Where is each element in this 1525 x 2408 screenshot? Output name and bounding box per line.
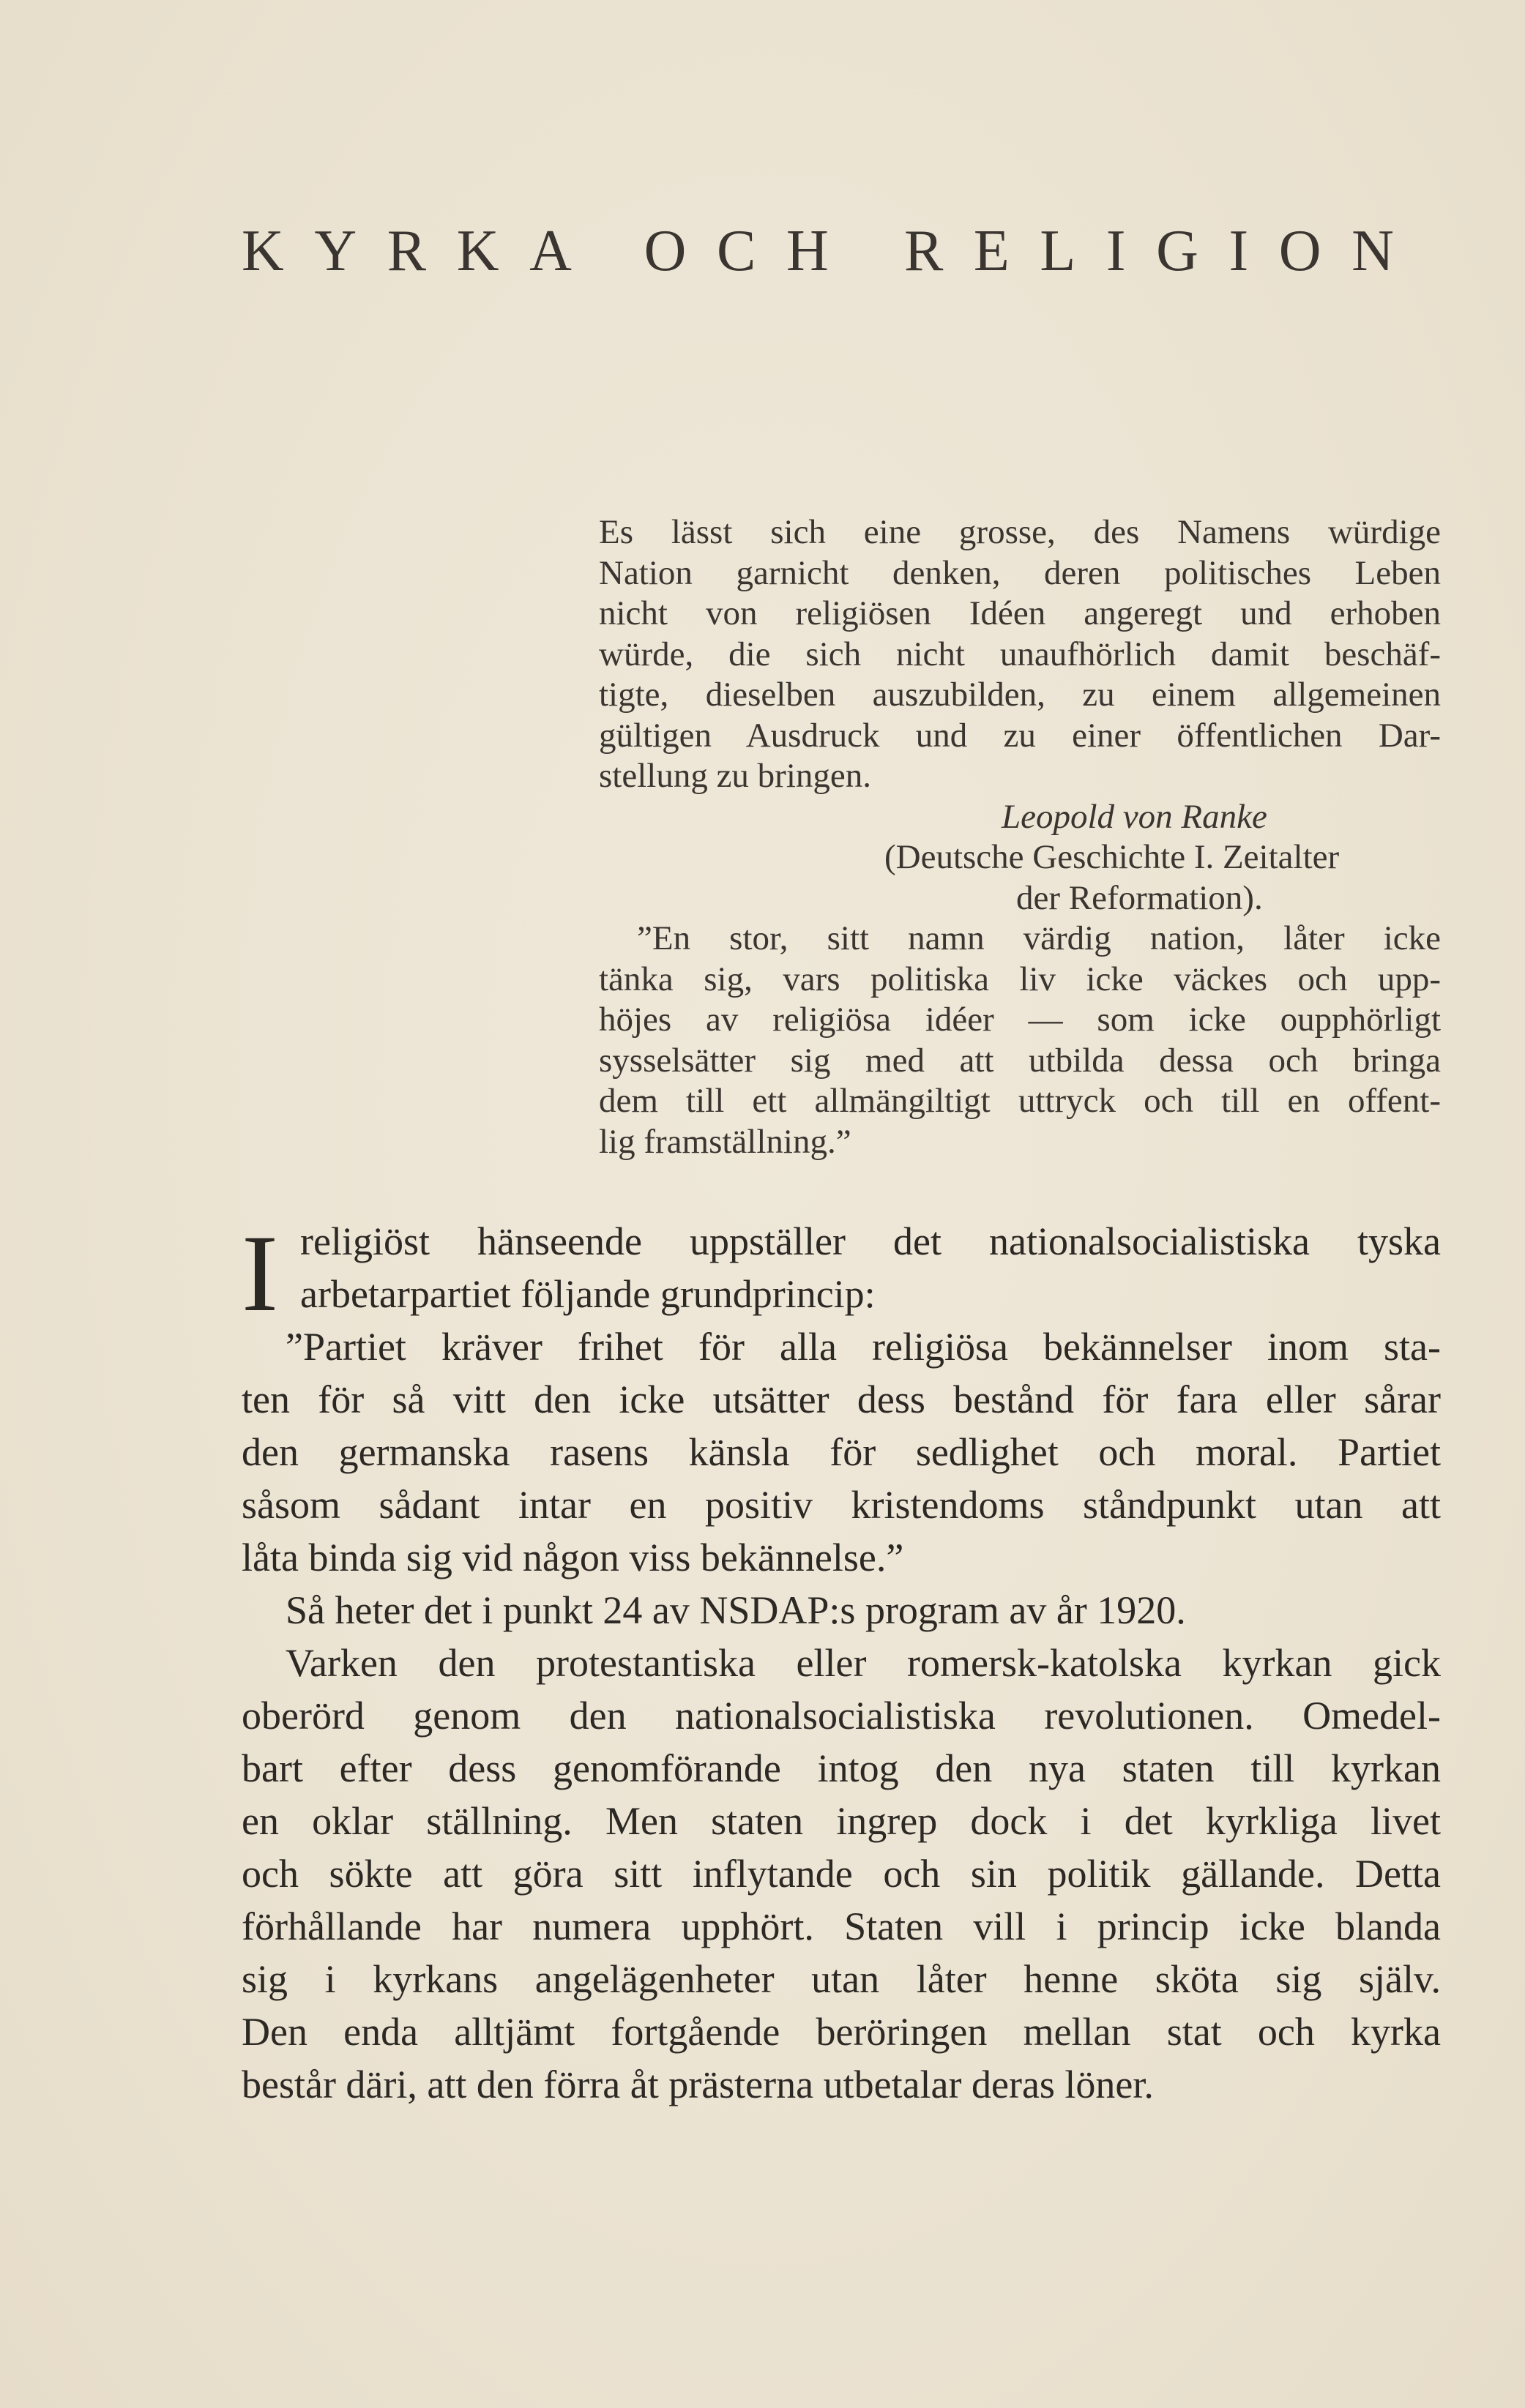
- opening-paragraph: [242, 1213, 1441, 1334]
- paragraph-line: Så heter det i punkt 24 av NSDAP:s program av år 1920.: [286, 1588, 1186, 1632]
- paragraph-line: arbetarpartiet följande grundprincip:: [300, 1272, 876, 1316]
- epigraph-translation-line: tänka sig, vars politiska liv icke väckes och upp-: [599, 960, 1441, 998]
- paragraph-line: förhållande har numera upphört. Staten vill i princip icke blanda: [242, 1904, 1441, 1948]
- paragraph-line: ten för så vitt den icke utsätter dess bestånd för fara eller sårar: [242, 1377, 1441, 1421]
- epigraph-german-line: nicht von religiösen Idéen angeregt und erhoben: [599, 594, 1441, 632]
- paragraph-line: Den enda alltjämt fortgående beröringen mellan stat och kyrka: [242, 2010, 1441, 2054]
- epigraph-translation-line: sysselsätter sig med att utbilda dessa och bringa: [599, 1041, 1441, 1080]
- epigraph-attribution: [599, 797, 1441, 919]
- paragraph-line: den germanska rasens känsla för sedlighet och moral. Partiet: [242, 1430, 1441, 1474]
- paragraph-line: består däri, att den förra åt prästerna utbetalar deras löner.: [242, 2063, 1154, 2106]
- epigraph-source: der Reformation).: [1016, 878, 1263, 917]
- paragraph-line: sig i kyrkans angelägenheter utan låter henne sköta sig själv.: [242, 1957, 1441, 2001]
- epigraph-german-line: würde, die sich nicht unaufhörlich damit beschäf-: [599, 635, 1441, 673]
- epigraph-german: [599, 512, 1441, 797]
- paragraph-line: och sökte att göra sitt inflytande och sin politik gällande. Detta: [242, 1852, 1441, 1896]
- paragraph-line: ”Partiet kräver frihet för alla religiösa bekännelser inom sta-: [286, 1325, 1441, 1369]
- epigraph-author: Leopold von Ranke: [1002, 797, 1267, 836]
- epigraph-translation-line: höjes av religiösa idéer — som icke oupphörligt: [599, 1001, 1441, 1039]
- paragraph-line: låta binda sig vid någon viss bekännelse.”: [242, 1536, 904, 1579]
- paragraph-line: religiöst hänseende uppställer det nationalsocialistiska tyska: [300, 1219, 1441, 1263]
- paragraph-line: en oklar ställning. Men staten ingrep dock i det kyrkliga livet: [242, 1799, 1441, 1843]
- paragraph-line: bart efter dess genomförande intog den nya staten till kyrkan: [242, 1746, 1441, 1790]
- epigraph-translation: [599, 919, 1441, 1162]
- program-reference: [242, 1584, 1441, 1637]
- epigraph-german-line: tigte, dieselben auszubilden, zu einem allgemeinen: [599, 676, 1441, 714]
- body-text: [242, 1215, 1441, 2111]
- epigraph-german-line: gültigen Ausdruck und zu einer öffentlichen Dar-: [599, 716, 1441, 755]
- epigraph-german-line: Nation garnicht denken, deren politisches Leben: [599, 553, 1441, 592]
- drop-cap: I: [242, 1213, 278, 1334]
- epigraph-translation-line: lig framställning.”: [599, 1122, 851, 1161]
- church-paragraph: [242, 1637, 1441, 2111]
- epigraph-german-line: Es lässt sich eine grosse, des Namens würdige: [599, 513, 1441, 551]
- chapter-title: KYRKA OCH RELIGION: [242, 219, 1425, 283]
- paragraph-line: oberörd genom den nationalsocialistiska revolutionen. Omedel-: [242, 1694, 1441, 1738]
- epigraph-source: (Deutsche Geschichte I. Zeitalter: [884, 838, 1340, 876]
- epigraph-german-line: stellung zu bringen.: [599, 757, 872, 795]
- epigraph: [599, 512, 1441, 1162]
- paragraph-line: såsom sådant intar en positiv kristendoms ståndpunkt utan att: [242, 1483, 1441, 1527]
- quoted-principle: [242, 1320, 1441, 1584]
- epigraph-translation-line: ”En stor, sitt namn värdig nation, låter icke: [637, 919, 1441, 957]
- paragraph-line: Varken den protestantiska eller romersk-katolska kyrkan gick: [286, 1641, 1441, 1685]
- epigraph-translation-line: dem till ett allmängiltigt uttryck och till en offent-: [599, 1082, 1441, 1120]
